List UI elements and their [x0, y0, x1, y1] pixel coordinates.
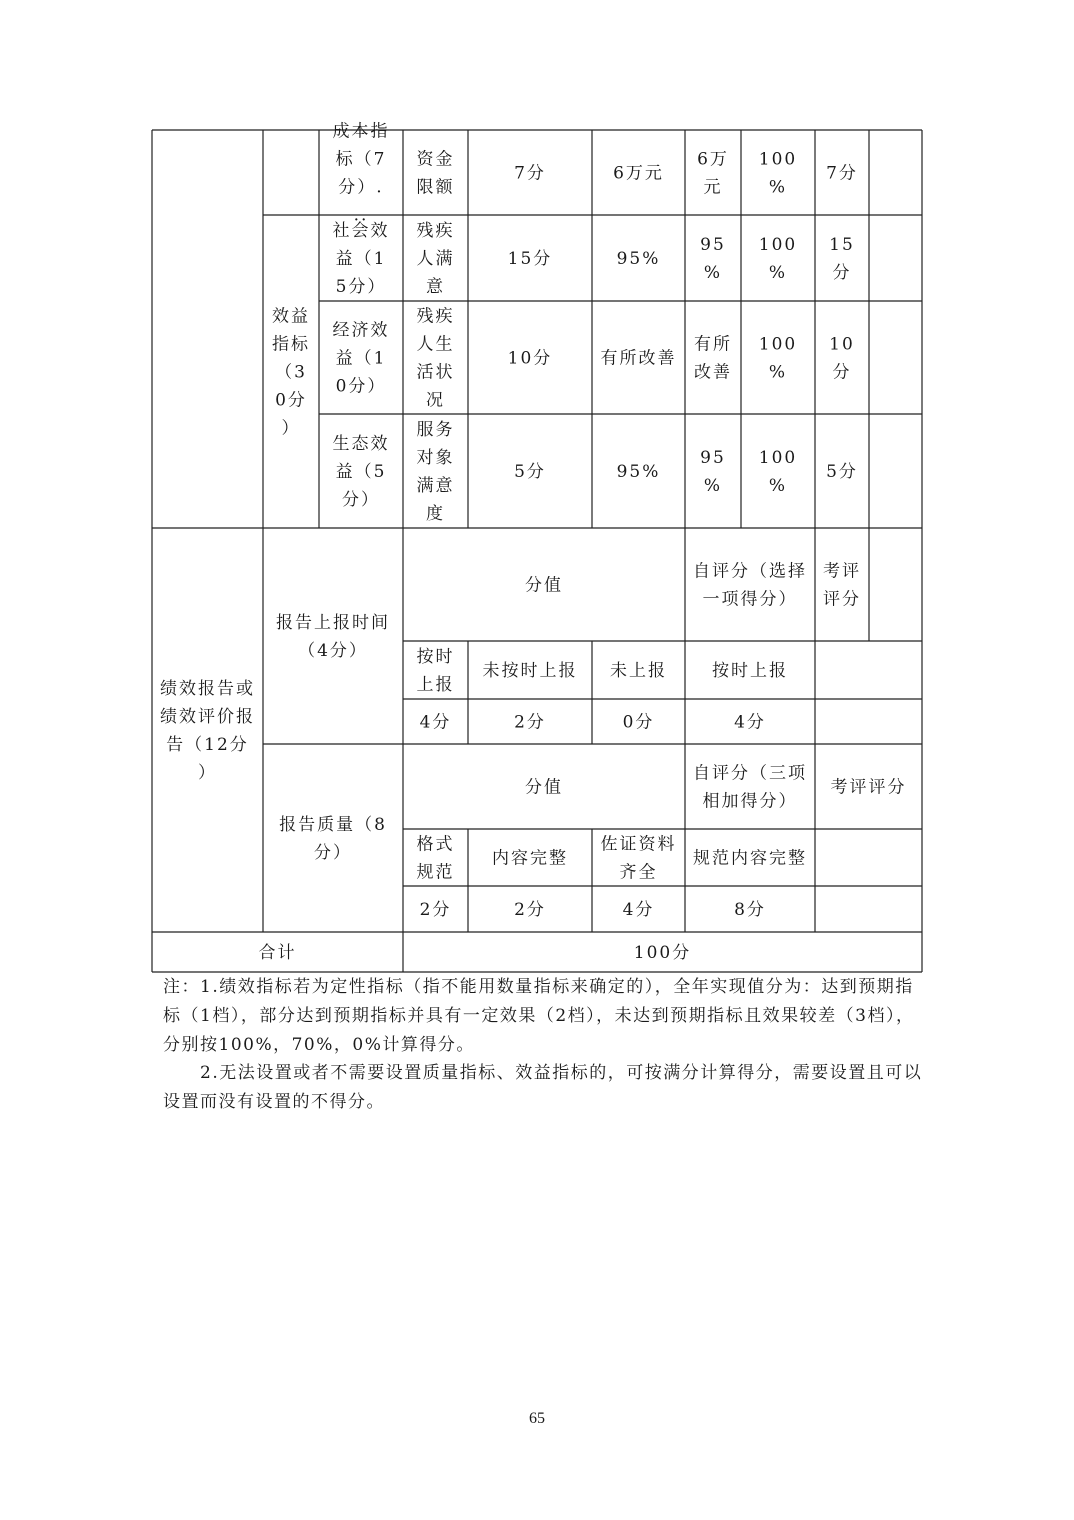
indicator-row-3-level3: 残疾	[416, 306, 455, 327]
indicator-row-3-level3: 人生	[416, 334, 455, 355]
indicator-row-4-actual: %	[703, 476, 723, 496]
timing-self-score: 4分	[734, 712, 766, 733]
indicator-row-4-level3: 满意	[416, 476, 455, 496]
indicator-row-2-target: 95%	[616, 249, 661, 269]
timing-score-1: 4分	[419, 712, 452, 733]
indicator-row-3-level2: 0分）	[335, 376, 387, 397]
report-category-label: 绩效报告或	[160, 679, 255, 699]
timing-score-header: 分值	[525, 575, 563, 596]
quality-self-score: 8分	[734, 900, 766, 920]
benefit-group-label: 效益	[272, 306, 310, 327]
timing-self-header: 一项得分）	[702, 589, 798, 610]
total-label: 合计	[258, 943, 297, 963]
quality-self-header: 自评分（三项	[693, 763, 807, 784]
indicator-row-1-level2: 分）.	[338, 177, 384, 198]
quality-score-2: 2分	[514, 900, 546, 920]
indicator-row-2-level2: 益（1	[335, 249, 387, 269]
indicator-row-1-rate: %	[768, 177, 788, 198]
indicator-row-3-target: 有所改善	[600, 348, 677, 369]
indicator-row-1-level2: 成本指	[332, 121, 390, 142]
total-value: 100分	[633, 943, 692, 963]
timing-option-1: 上报	[416, 675, 455, 695]
indicator-row-1-weight: 7分	[514, 163, 546, 184]
quality-score-3: 4分	[622, 900, 655, 920]
indicator-row-2-score: 15	[829, 235, 855, 255]
indicator-row-1-actual: 6万	[697, 149, 729, 170]
indicator-row-3-actual: 改善	[694, 362, 732, 383]
note-1-text: 注：1.绩效指标若为定性指标（指不能用数量指标来确定的），全年实现值分为：达到预期指标（1档），部分达到预期指标并具有一定效果（2档），未达到预期指标且效果较差（3档），分别按100%，70%，0%计算得分。	[163, 977, 915, 1055]
timing-option-1: 按时	[416, 647, 455, 667]
timing-label: 报告上报时间	[276, 613, 390, 633]
report-category-label: 告（12分	[166, 735, 249, 755]
indicator-row-4-level2: 益（5	[335, 462, 387, 482]
note-1	[163, 973, 923, 1060]
timing-review-header: 评分	[823, 589, 861, 610]
indicator-row-4-actual: 95	[700, 448, 726, 468]
timing-self-header: 自评分（选择	[693, 561, 807, 582]
indicator-row-4-level3: 服务	[416, 420, 455, 440]
indicator-row-1-rate: 100	[758, 149, 798, 170]
timing-review-header: 考评	[823, 561, 861, 582]
indicator-row-3-level3: 活状	[416, 362, 455, 383]
quality-option-2: 内容完整	[492, 848, 568, 869]
indicator-row-3-level2: 益（1	[335, 348, 387, 369]
report-category-label: ）	[198, 763, 217, 783]
quality-option-1: 格式	[416, 834, 455, 855]
indicator-row-2-actual: 95	[700, 235, 726, 255]
timing-option-2: 未按时上报	[482, 661, 578, 681]
quality-self-option: 规范内容完整	[693, 848, 807, 869]
indicator-row-2-score: 分	[832, 263, 852, 283]
quality-review-header: 考评评分	[830, 777, 907, 798]
indicator-row-2-actual: %	[703, 263, 723, 283]
timing-score-3: 0分	[622, 712, 655, 733]
indicator-row-4-score: 5分	[826, 462, 858, 482]
indicator-row-3-score: 分	[832, 362, 852, 383]
indicator-row-4-level3: 度	[426, 504, 445, 524]
indicator-row-1-level2: 标（7	[335, 149, 387, 170]
indicator-row-4-rate: 100	[758, 448, 798, 468]
indicator-row-4-weight: 5分	[514, 462, 546, 482]
indicator-row-1-level3: 限额	[416, 177, 455, 198]
benefit-group-label: ）	[281, 418, 301, 439]
page-number: 65	[529, 1410, 545, 1427]
indicator-row-3-actual: 有所	[694, 334, 732, 355]
benefit-group-label: （3	[275, 362, 307, 383]
benefit-group-label: 指标	[272, 334, 310, 355]
indicator-row-4-rate: %	[768, 476, 788, 496]
indicator-row-3-rate: %	[768, 362, 788, 383]
indicator-row-3-rate: 100	[758, 334, 798, 355]
timing-self-option: 按时上报	[712, 661, 788, 681]
quality-label: 报告质量（8	[279, 815, 387, 835]
quality-label: 分）	[314, 843, 352, 863]
indicator-row-1-actual: 元	[703, 177, 723, 198]
quality-score-header: 分值	[525, 777, 563, 798]
table-cells	[160, 122, 907, 964]
note-2	[163, 1059, 923, 1117]
indicator-row-4-target: 95%	[616, 462, 661, 482]
note-2-text: 2.无法设置或者不需要设置质量指标、效益指标的，可按满分计算得分，需要设置且可以设置而没有设置的不得分。	[163, 1063, 923, 1112]
indicator-row-2-level3: 意	[426, 277, 445, 297]
quality-self-header: 相加得分）	[702, 791, 798, 812]
indicator-row-2-weight: 15分	[507, 249, 553, 269]
indicator-row-2-level2: 社会效	[332, 221, 390, 241]
quality-option-3: 佐证资料	[600, 834, 677, 855]
quality-option-3: 齐全	[619, 862, 658, 883]
indicator-row-2-rate: %	[768, 263, 788, 283]
report-category-label: 绩效评价报	[160, 707, 255, 727]
indicator-row-2-level2: 5分）	[335, 277, 387, 297]
indicator-row-2-level3: 残疾	[416, 221, 455, 241]
timing-option-3: 未上报	[610, 661, 667, 681]
indicator-row-4-level3: 对象	[416, 448, 455, 468]
quality-score-1: 2分	[419, 900, 452, 920]
indicator-row-2-level3: 人满	[416, 249, 455, 269]
indicator-row-4-level2: 生态效	[332, 434, 390, 454]
indicator-row-3-weight: 10分	[507, 348, 553, 369]
indicator-row-1-level3: 资金	[416, 149, 455, 170]
indicator-row-3-score: 10	[829, 334, 855, 355]
indicator-row-1-target: 6万元	[613, 163, 664, 184]
benefit-group-label: 0分	[275, 390, 307, 411]
indicator-row-3-level3: 况	[426, 390, 445, 411]
indicator-row-1-level2: ..	[353, 205, 369, 226]
indicator-row-3-level2: 经济效	[332, 320, 390, 341]
timing-score-2: 2分	[514, 712, 546, 733]
indicator-row-2-rate: 100	[758, 235, 798, 255]
indicator-row-1-score: 7分	[826, 163, 858, 184]
indicator-row-4-level2: 分）	[342, 490, 380, 510]
timing-label: （4分）	[298, 641, 368, 661]
quality-option-1: 规范	[416, 862, 455, 883]
